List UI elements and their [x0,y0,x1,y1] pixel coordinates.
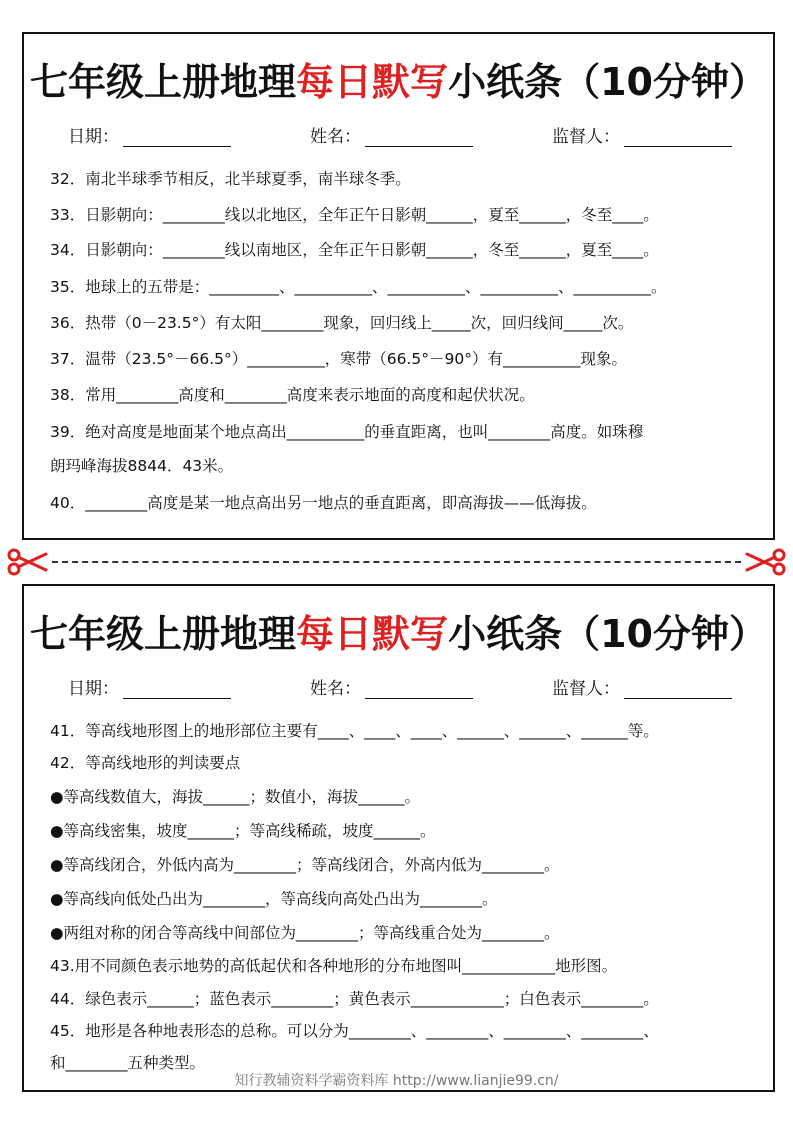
title-prefix: 七年级上册地理 [30,612,297,656]
info-bar [24,668,773,702]
info-bar [24,116,773,150]
title-suffix: 小纸条（10分钟） [448,60,767,104]
supervisor-label: 监督人： [552,679,620,699]
question-line: 33．日影朝向：________线以北地区，全年正午日影朝______，夏至______，冬至____。 [50,206,659,224]
title-highlight: 每日默写 [296,612,449,656]
question-line: 42．等高线地形的判读要点 [50,754,241,772]
date-field[interactable] [68,674,231,699]
question-line: 45．地形是各种地表形态的总称。可以分为________、________、________、________、 [50,1022,659,1040]
date-label: 日期： [68,679,119,699]
title-prefix: 七年级上册地理 [30,60,297,104]
dictation-slip-2 [22,584,775,1092]
dashed-divider [52,561,741,563]
supervisor-label: 监督人： [552,127,620,147]
date-field[interactable] [68,122,231,147]
watermark-footer: 知行教辅资料学霸资料库 http://www.lianjie99.cn/ [234,1073,559,1089]
question-line: ●等高线闭合，外低内高为________；等高线闭合，外高内低为________。 [50,856,560,874]
question-line: 40．________高度是某一地点高出另一地点的垂直距离，即高海拔——低海拔。 [50,494,597,512]
slip-title [24,608,773,660]
question-line: 41．等高线地形图上的地形部位主要有____、____、____、______、______、______等。 [50,722,659,740]
question-line: 朗玛峰海拔8844．43米。 [50,457,234,475]
title-suffix: 小纸条（10分钟） [448,612,767,656]
question-line: 37．温带（23.5°－66.5°）__________，寒带（66.5°－90°）有__________现象。 [50,350,627,368]
question-line: 44．绿色表示______；蓝色表示________；黄色表示____________；白色表示________。 [50,990,659,1008]
name-field[interactable] [310,674,473,699]
question-line: 38．常用________高度和________高度来表示地面的高度和起伏状况。 [50,386,535,404]
supervisor-field[interactable] [552,122,732,147]
question-line: 36．热带（0－23.5°）有太阳________现象，回归线上_____次，回归线间_____次。 [50,314,634,332]
question-line: 和________五种类型。 [50,1054,206,1072]
title-highlight: 每日默写 [296,60,449,104]
name-field[interactable] [310,122,473,147]
supervisor-field[interactable] [552,674,732,699]
cut-line [0,548,793,576]
dictation-slip-1 [22,32,775,540]
question-line: 32．南北半球季节相反，北半球夏季，南半球冬季。 [50,170,411,188]
question-line: ●两组对称的闭合等高线中间部位为________；等高线重合处为________。 [50,924,560,942]
scissors-icon [743,548,787,576]
scissors-icon [6,548,50,576]
question-line: 35．地球上的五带是：_________、__________、__________、__________、__________。 [50,278,667,296]
supervisor-blank[interactable] [624,680,732,699]
question-line: 34．日影朝向：________线以南地区，全年正午日影朝______，冬至______，夏至____。 [50,241,659,259]
date-blank[interactable] [123,128,231,147]
question-line: 39．绝对高度是地面某个地点高出__________的垂直距离，也叫________高度。如珠穆 [50,423,644,441]
name-blank[interactable] [365,128,473,147]
supervisor-blank[interactable] [624,128,732,147]
name-label: 姓名： [310,679,361,699]
name-label: 姓名： [310,127,361,147]
slip-title [24,56,773,108]
question-line: ●等高线密集，坡度______；等高线稀疏，坡度______。 [50,822,436,840]
date-blank[interactable] [123,680,231,699]
date-label: 日期： [68,127,119,147]
question-line: 43.用不同颜色表示地势的高低起伏和各种地形的分布地图叫____________地形图。 [50,957,618,975]
name-blank[interactable] [365,680,473,699]
question-line: ●等高线数值大，海拔______；数值小，海拔______。 [50,788,421,806]
question-line: ●等高线向低处凸出为________，等高线向高处凸出为________。 [50,890,498,908]
